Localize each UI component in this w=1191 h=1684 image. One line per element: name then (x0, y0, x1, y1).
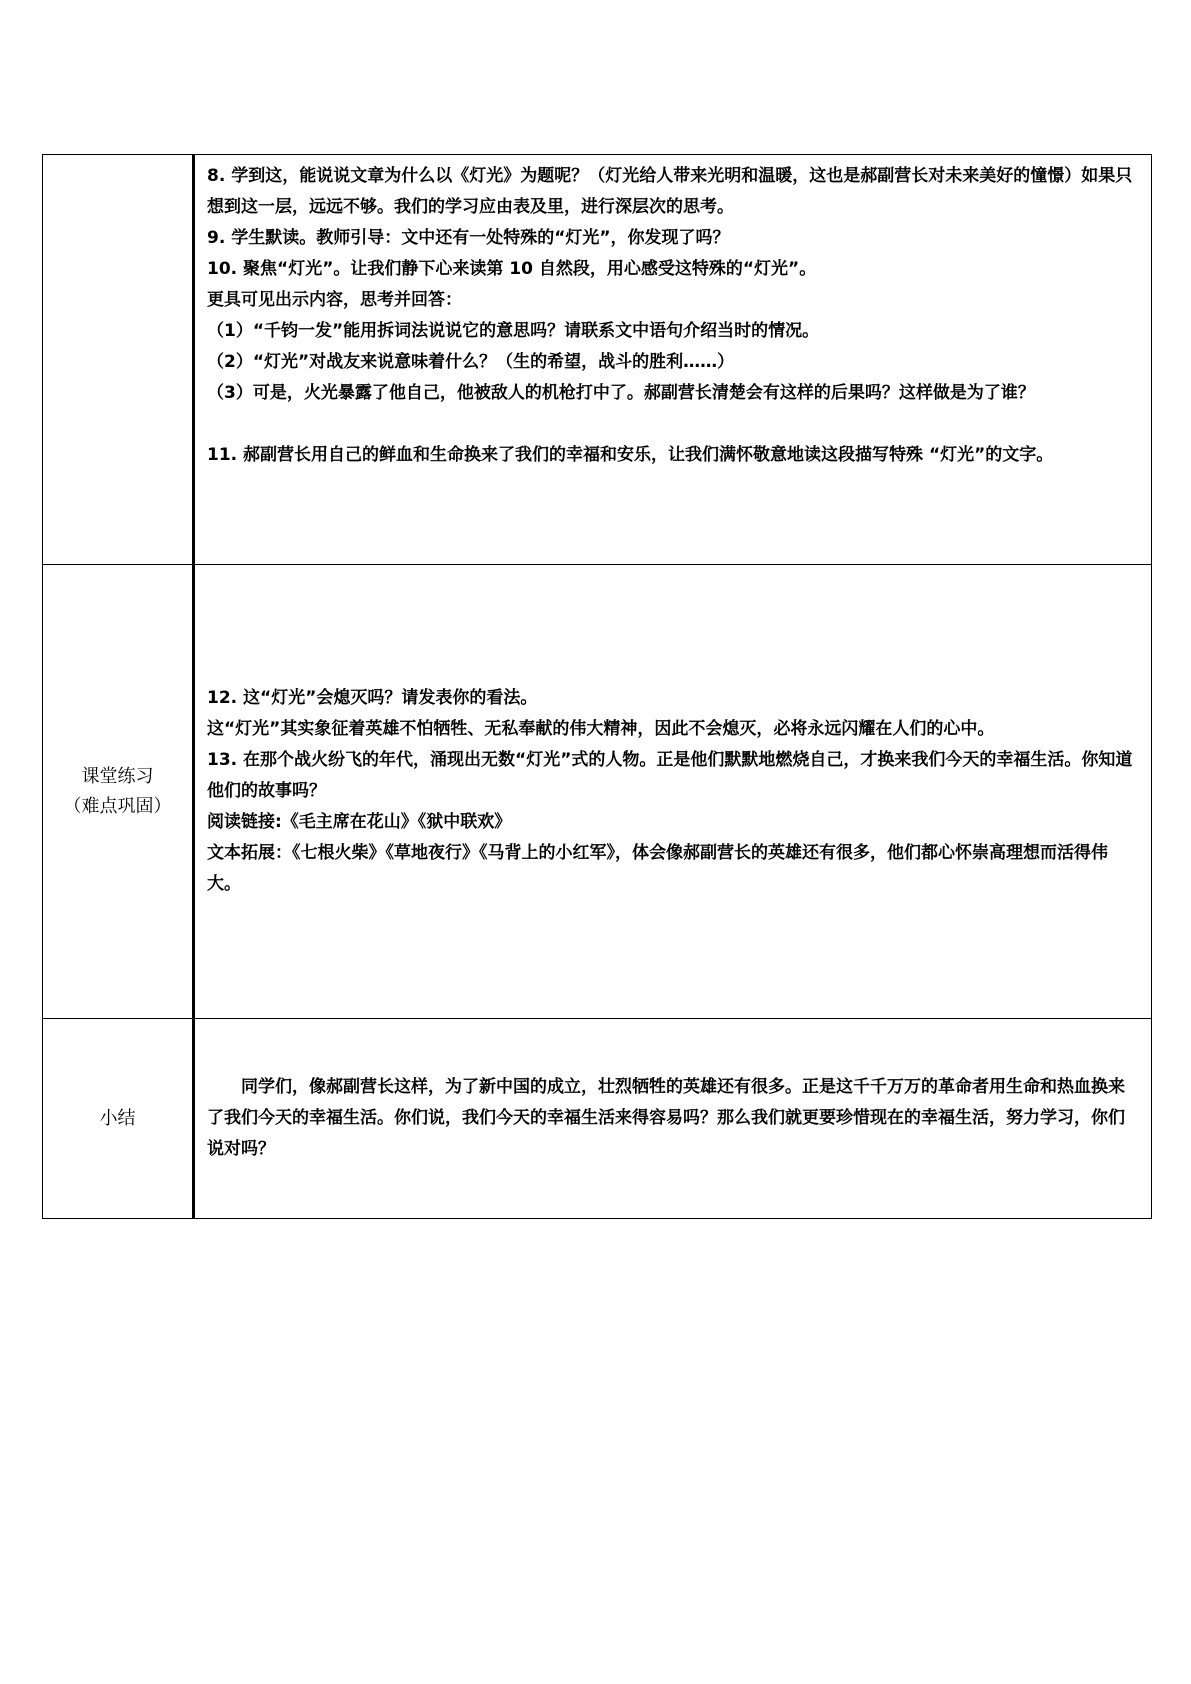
row-label-line: （难点巩固） (63, 795, 172, 817)
content-line: 13. 在那个战火纷飞的年代，涌现出无数“灯光”式的人物。正是他们默默地燃烧自己，才换来我们今天的幸福生活。你知道他们的故事吗？ (207, 750, 1133, 801)
content-line: 11. 郝副营长用自己的鲜血和生命换来了我们的幸福和安乐，让我们满怀敬意地读这段描写特殊 “灯光”的文字。 (207, 445, 1054, 465)
content-line: （1）“千钧一发”能用拆词法说说它的意思吗？请联系文中语句介绍当时的情况。 (207, 321, 820, 341)
lesson-plan-table (42, 154, 1152, 1219)
row-content (194, 1019, 1152, 1219)
content-line: （2）“灯光”对战友来说意味着什么？（生的希望，战斗的胜利……） (207, 352, 735, 372)
row-label-practice (43, 565, 194, 1019)
content-line: 文本拓展：《七根火柴》《草地夜行》《马背上的小红军》，体会像郝副营长的英雄还有很多，他们都心怀崇高理想而活得伟大。 (207, 843, 1108, 894)
table-row (43, 155, 1152, 565)
content-line: 更具可见出示内容，思考并回答： (207, 290, 462, 310)
summary-paragraph: 同学们，像郝副营长这样，为了新中国的成立，壮烈牺牲的英雄还有很多。正是这千千万万的革命者用生命和热血换来了我们今天的幸福生活。你们说，我们今天的幸福生活来得容易吗？那么我们就更要珍惜现在的幸福生活，努力学习，你们说对吗？ (207, 1077, 1125, 1159)
blank-line (207, 409, 1139, 440)
content-line: 10. 聚焦“灯光”。让我们静下心来读第 10 自然段，用心感受这特殊的“灯光”。 (207, 259, 817, 279)
table-row (43, 1019, 1152, 1219)
row-label-empty (43, 155, 194, 565)
content-line: 阅读链接:《毛主席在花山》《狱中联欢》 (207, 812, 512, 832)
row-content (194, 565, 1152, 1019)
row-content (194, 155, 1152, 565)
table-row (43, 565, 1152, 1019)
row-label-line: 课堂练习 (81, 765, 154, 787)
content-line: （3）可是，火光暴露了他自己，他被敌人的机枪打中了。郝副营长清楚会有这样的后果吗？这样做是为了谁？ (207, 383, 1035, 403)
row-label-summary (43, 1019, 194, 1219)
content-line: 9. 学生默读。教师引导：文中还有一处特殊的“灯光”，你发现了吗？ (207, 228, 730, 248)
content-line: 这“灯光”其实象征着英雄不怕牺牲、无私奉献的伟大精神，因此不会熄灭，必将永远闪耀在人们的心中。 (207, 719, 995, 739)
content-line: 8. 学到这，能说说文章为什么以《灯光》为题呢？（灯光给人带来光明和温暖，这也是郝副营长对未来美好的憧憬）如果只想到这一层，远远不够。我们的学习应由表及里，进行深层次的思考。 (207, 166, 1133, 217)
content-line: 12. 这“灯光”会熄灭吗？请发表你的看法。 (207, 688, 538, 708)
row-label-line: 小结 (99, 1107, 136, 1129)
